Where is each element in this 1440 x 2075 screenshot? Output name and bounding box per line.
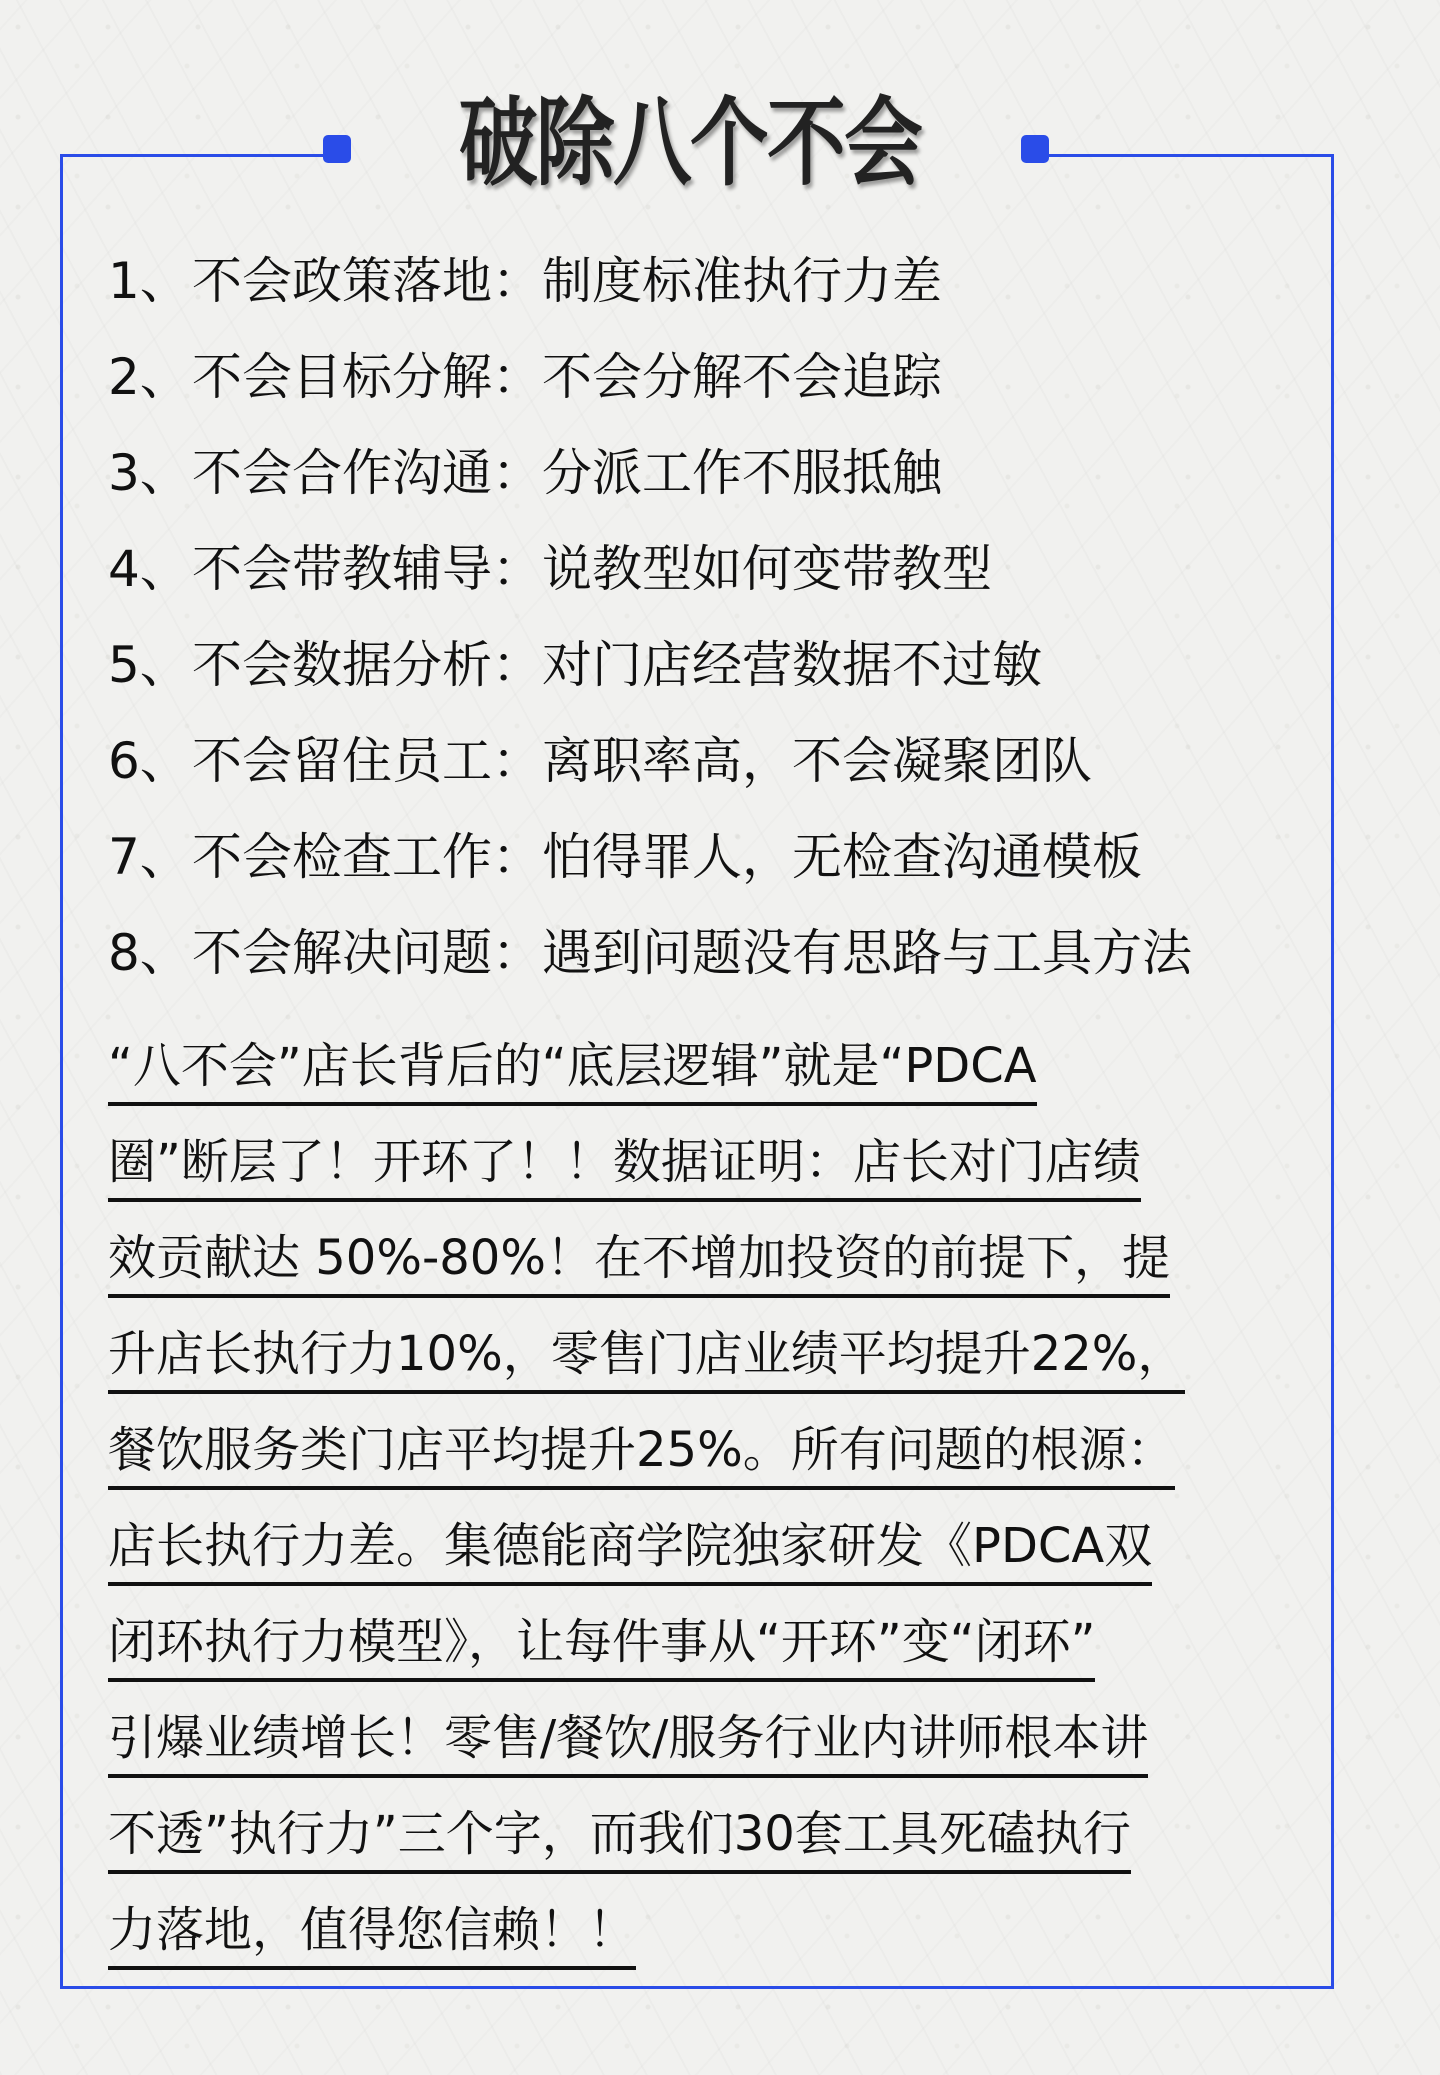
list-item bbox=[108, 629, 1192, 725]
item-number: 8、 bbox=[108, 924, 190, 982]
item-label: 不会目标分解： bbox=[192, 348, 542, 406]
item-label: 不会数据分析： bbox=[192, 636, 542, 694]
page-title: 破除八个不会 bbox=[458, 87, 922, 199]
paragraph-line bbox=[108, 1702, 1333, 1798]
paragraph-line-text: 圈”断层了！开环了！！数据证明：店长对门店绩 bbox=[108, 1126, 1141, 1202]
item-label: 不会政策落地： bbox=[192, 252, 542, 310]
item-detail: 对门店经营数据不过敏 bbox=[542, 636, 1042, 694]
item-number: 3、 bbox=[108, 444, 190, 502]
item-detail: 说教型如何变带教型 bbox=[542, 540, 992, 598]
paragraph-line bbox=[108, 1894, 1333, 1990]
item-detail: 遇到问题没有思路与工具方法 bbox=[542, 924, 1192, 982]
title-left-square-icon bbox=[323, 135, 351, 163]
paragraph-line-text: 力落地，值得您信赖！！ bbox=[108, 1894, 636, 1970]
paragraph-line bbox=[108, 1606, 1333, 1702]
item-number: 5、 bbox=[108, 636, 190, 694]
item-label: 不会解决问题： bbox=[192, 924, 542, 982]
paragraph-line-text: 升店长执行力10%，零售门店业绩平均提升22%， bbox=[108, 1318, 1185, 1394]
paragraph-line bbox=[108, 1030, 1333, 1126]
paragraph-line bbox=[108, 1318, 1333, 1414]
list-item bbox=[108, 917, 1192, 1013]
paragraph-line bbox=[108, 1414, 1333, 1510]
paragraph-line-text: 引爆业绩增长！零售/餐饮/服务行业内讲师根本讲 bbox=[108, 1702, 1148, 1778]
item-label: 不会合作沟通： bbox=[192, 444, 542, 502]
item-number: 1、 bbox=[108, 252, 190, 310]
title-right-square-icon bbox=[1021, 135, 1049, 163]
paragraph-line bbox=[108, 1510, 1333, 1606]
item-detail: 制度标准执行力差 bbox=[542, 252, 942, 310]
item-detail: 怕得罪人，无检查沟通模板 bbox=[542, 828, 1142, 886]
paragraph-line bbox=[108, 1798, 1333, 1894]
item-detail: 不会分解不会追踪 bbox=[542, 348, 942, 406]
list-item bbox=[108, 245, 1192, 341]
item-label: 不会带教辅导： bbox=[192, 540, 542, 598]
item-number: 6、 bbox=[108, 732, 190, 790]
list-item bbox=[108, 437, 1192, 533]
paragraph-line bbox=[108, 1222, 1333, 1318]
paragraph-line-text: 不透”执行力”三个字，而我们30套工具死磕执行 bbox=[108, 1798, 1131, 1874]
item-number: 4、 bbox=[108, 540, 190, 598]
list-item bbox=[108, 725, 1192, 821]
item-number: 7、 bbox=[108, 828, 190, 886]
eight-problems-list bbox=[108, 245, 1192, 1013]
item-number: 2、 bbox=[108, 348, 190, 406]
item-detail: 分派工作不服抵触 bbox=[542, 444, 942, 502]
summary-paragraph bbox=[108, 1030, 1333, 1990]
item-detail: 离职率高，不会凝聚团队 bbox=[542, 732, 1092, 790]
paragraph-line-text: 店长执行力差。集德能商学院独家研发《PDCA双 bbox=[108, 1510, 1152, 1586]
list-item bbox=[108, 533, 1192, 629]
paragraph-line bbox=[108, 1126, 1333, 1222]
item-label: 不会检查工作： bbox=[192, 828, 542, 886]
paragraph-line-text: 效贡献达 50%-80%！在不增加投资的前提下，提 bbox=[108, 1222, 1170, 1298]
item-label: 不会留住员工： bbox=[192, 732, 542, 790]
paragraph-line-text: “八不会”店长背后的“底层逻辑”就是“PDCA bbox=[108, 1030, 1037, 1106]
list-item bbox=[108, 341, 1192, 437]
list-item bbox=[108, 821, 1192, 917]
paragraph-line-text: 闭环执行力模型》，让每件事从“开环”变“闭环” bbox=[108, 1606, 1095, 1682]
paragraph-line-text: 餐饮服务类门店平均提升25%。所有问题的根源： bbox=[108, 1414, 1175, 1490]
